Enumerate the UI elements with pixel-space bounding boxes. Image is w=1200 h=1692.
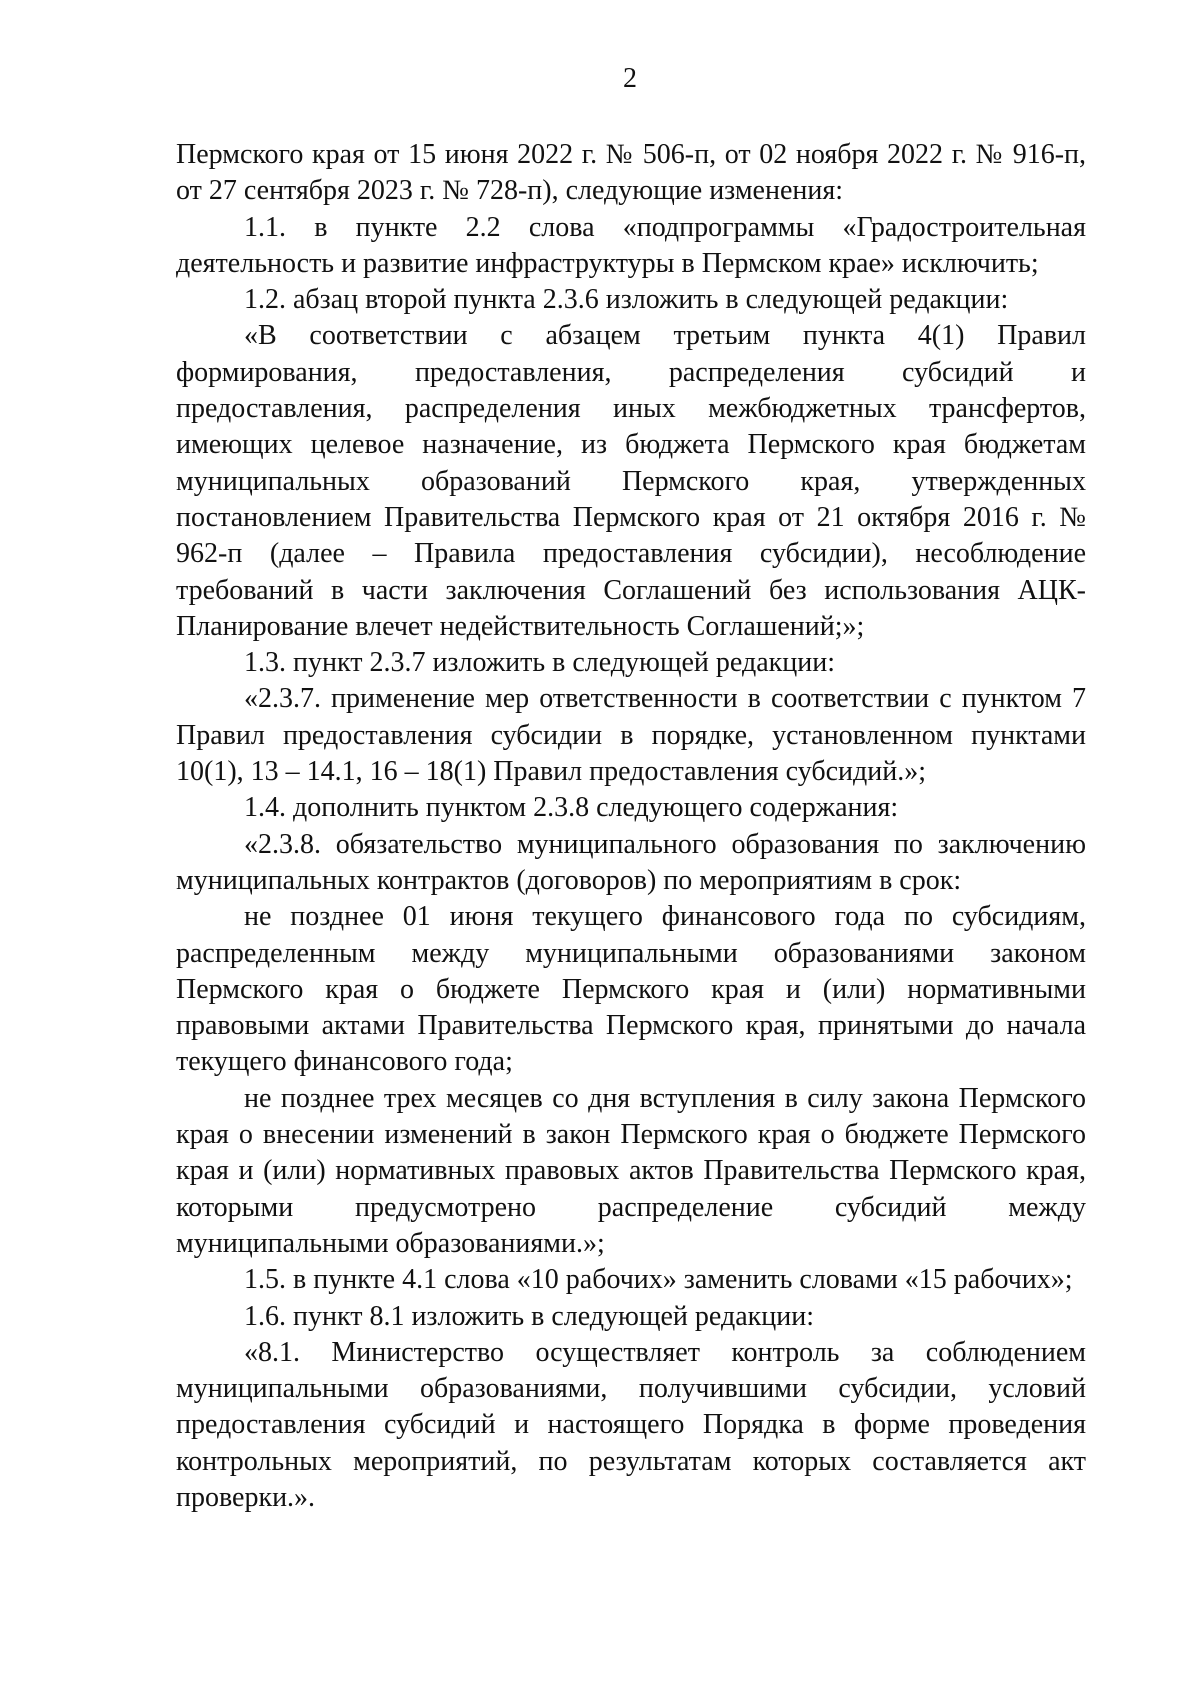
paragraph-1-4: 1.4. дополнить пунктом 2.3.8 следующего содержания: (244, 792, 899, 824)
paragraph-1-4-item-2: не позднее трех месяцев со дня вступления в силу закона Пермского края о внесении изменений в закон Пермского края о бюджете Пермского края и (или) нормативных правовых актов Правительства Пермского края, которыми предусмотрено распределение субсидий между муниципальными образованиями.»; (176, 1082, 1086, 1259)
paragraph-1-6: 1.6. пункт 8.1 изложить в следующей редакции: (244, 1300, 814, 1332)
paragraph-1-6-text: «8.1. Министерство осуществляет контроль за соблюдением муниципальными образованиями, получившими субсидии, условий предоставления субсидий и настоящего Порядка в форме проведения контрольных мероприятий, по результатам которых составляется акт проверки.». (176, 1336, 1086, 1513)
paragraph-1-3-text: «2.3.7. применение мер ответственности в соответствии с пунктом 7 Правил предоставления субсидии в порядке, установленном пунктами 10(1), 13 – 14.1, 16 – 18(1) Правил предоставления субсидий.»; (176, 683, 1086, 788)
paragraph-1-2: 1.2. абзац второй пункта 2.3.6 изложить в следующей редакции: (244, 284, 1009, 316)
paragraph-1-4-text: «2.3.8. обязательство муниципального образования по заключению муниципальных контрактов (договоров) по мероприятиям в срок: (176, 828, 1086, 896)
paragraph-1-5: 1.5. в пункте 4.1 слова «10 рабочих» заменить словами «15 рабочих»; (244, 1264, 1073, 1296)
document-body (176, 137, 1086, 1516)
paragraph-1-4-item-1: не позднее 01 июня текущего финансового года по субсидиям, распределенным между муниципальными образованиями законом Пермского края о бюджете Пермского края и (или) нормативными правовыми актами Правительства Пермского края, принятыми до начала текущего финансового года; (176, 901, 1086, 1078)
paragraph-1-1: 1.1. в пункте 2.2 слова «подпрограммы «Градостроительная деятельность и развитие инфраструктуры в Пермском крае» исключить; (176, 211, 1086, 279)
paragraph-1-2-text: «В соответствии с абзацем третьим пункта 4(1) Правил формирования, предоставления, распределения субсидий и предоставления, распределения иных межбюджетных трансфертов, имеющих целевое назначение, из бюджета Пермского края бюджетам муниципальных образований Пермского края, утвержденных постановлением Правительства Пермского края от 21 октября 2016 г. № 962-п (далее – Правила предоставления субсидии), несоблюдение требований в части заключения Соглашений без использования АЦК-Планирование влечет недействительность Соглашений;»; (176, 320, 1086, 642)
paragraph-intro: Пермского края от 15 июня 2022 г. № 506-п, от 02 ноября 2022 г. № 916-п, от 27 сентября 2023 г. № 728-п), следующие изменения: (176, 139, 1086, 207)
paragraph-1-3: 1.3. пункт 2.3.7 изложить в следующей редакции: (244, 647, 835, 679)
page-number: 2 (623, 63, 637, 94)
